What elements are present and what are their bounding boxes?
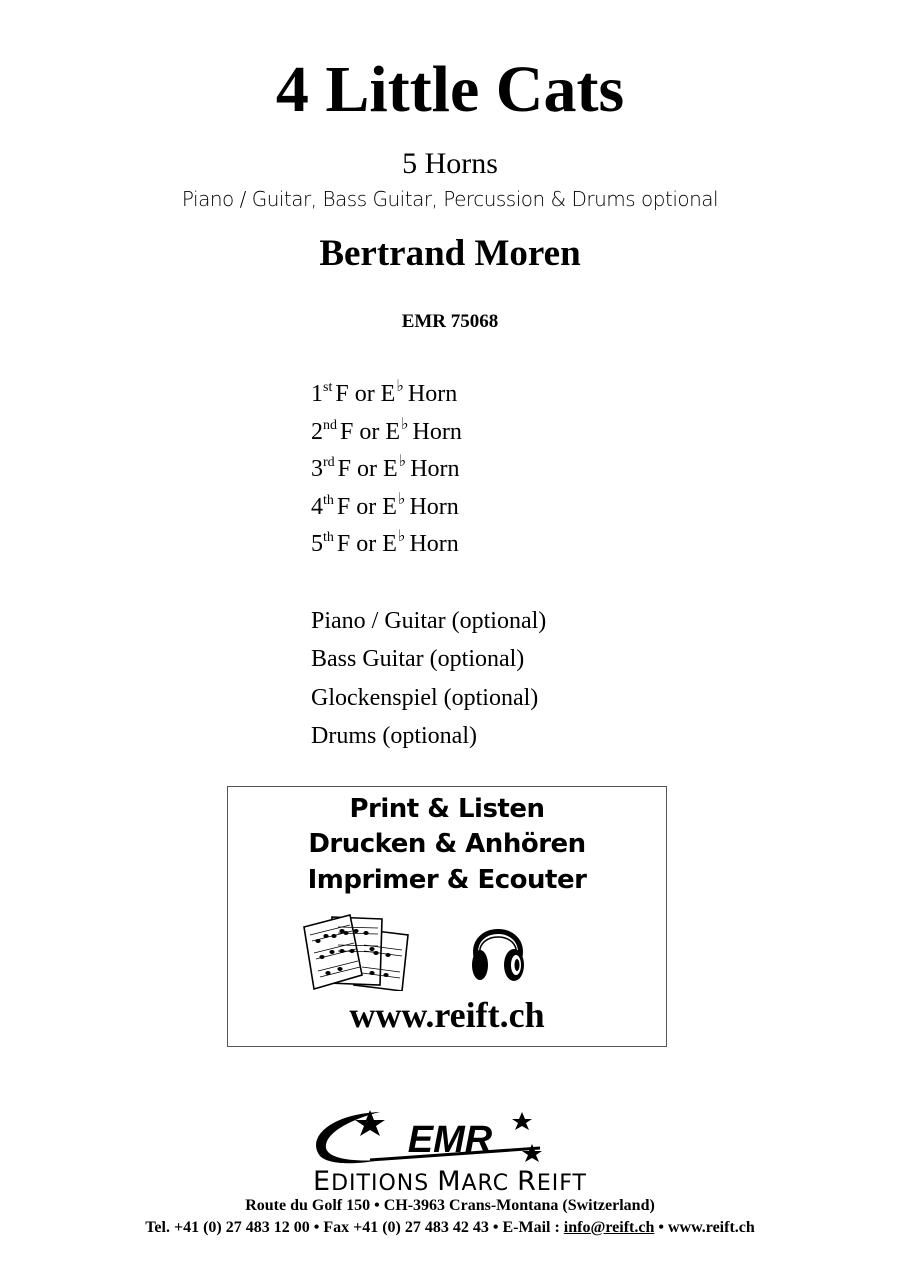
flat-sign: ♭ xyxy=(401,415,409,433)
subtitle: 5 Horns xyxy=(402,147,498,180)
promo-line-fr: Imprimer & Ecouter xyxy=(307,865,587,895)
contact-phone-fax: Tel. +41 (0) 27 483 12 00 • Fax +41 (0) 27 483 42 43 • E-Mail : xyxy=(145,1219,564,1236)
website-url[interactable]: www.reift.ch xyxy=(349,995,545,1035)
ordinal-suffix: nd xyxy=(323,417,337,433)
flat-sign: ♭ xyxy=(397,490,406,508)
optional-part: Glockenspiel (optional) xyxy=(311,684,539,711)
instrumentation-line: Piano / Guitar, Bass Guitar, Percussion & Drums optional xyxy=(181,187,719,211)
headphones-icon xyxy=(468,913,528,985)
publisher-name xyxy=(0,1168,900,1198)
part-key: F or E xyxy=(340,418,400,445)
publisher-name-part: M xyxy=(437,1166,462,1197)
part-instrument: Horn xyxy=(412,418,462,445)
part-instrument: Horn xyxy=(410,456,460,483)
ordinal-suffix: rd xyxy=(323,455,335,471)
flat-sign: ♭ xyxy=(397,528,406,546)
part-instrument: Horn xyxy=(409,531,459,558)
composer-name: Bertrand Moren xyxy=(319,233,581,274)
publisher-address: Route du Golf 150 • CH-3963 Crans-Montana (Switzerland) xyxy=(245,1197,655,1214)
flat-sign: ♭ xyxy=(398,453,407,471)
part-number: 1 xyxy=(311,381,323,407)
catalog-number: EMR 75068 xyxy=(401,311,499,332)
print-listen-box xyxy=(227,786,667,1047)
horn-part-2 xyxy=(311,414,462,452)
optional-part: Drums (optional) xyxy=(311,723,477,750)
horn-part-5 xyxy=(311,526,462,564)
flat-sign: ♭ xyxy=(396,378,404,395)
ordinal-suffix: th xyxy=(323,492,334,508)
promo-line-de: Drucken & Anhören xyxy=(308,829,586,859)
part-key: F or E xyxy=(337,456,398,483)
part-instrument: Horn xyxy=(407,381,458,407)
optional-parts-list xyxy=(311,602,546,756)
email-link[interactable]: info@reift.ch xyxy=(563,1219,655,1236)
publisher-name-part: R xyxy=(517,1166,537,1197)
part-key: F or E xyxy=(336,531,397,558)
horn-parts-list xyxy=(311,376,462,564)
horn-part-3 xyxy=(311,451,462,489)
publisher-contact xyxy=(0,1218,900,1238)
page-title: 4 Little Cats xyxy=(275,53,625,126)
ordinal-suffix: th xyxy=(323,530,334,546)
part-number: 5 xyxy=(311,531,323,558)
part-number: 4 xyxy=(311,493,323,520)
publisher-name-part: DITIONS xyxy=(331,1171,438,1196)
horn-part-1 xyxy=(311,376,462,414)
optional-part: Piano / Guitar (optional) xyxy=(311,608,547,634)
part-instrument: Horn xyxy=(409,493,459,520)
sheet-music-icon xyxy=(302,911,412,991)
part-number: 3 xyxy=(311,456,323,483)
part-number: 2 xyxy=(311,418,323,445)
publisher-name-part: EIFT xyxy=(536,1171,587,1196)
publisher-name-part: E xyxy=(313,1166,332,1197)
emr-logo xyxy=(310,1108,590,1170)
ordinal-suffix: st xyxy=(323,380,333,395)
horn-part-4 xyxy=(311,489,462,527)
part-key: F or E xyxy=(335,381,396,407)
emr-logo-text: EMR xyxy=(407,1119,493,1161)
contact-website: • www.reift.ch xyxy=(654,1219,755,1236)
part-key: F or E xyxy=(336,493,397,520)
promo-line-en: Print & Listen xyxy=(349,794,545,824)
optional-part: Bass Guitar (optional) xyxy=(311,646,525,673)
publisher-name-part: ARC xyxy=(461,1171,518,1196)
